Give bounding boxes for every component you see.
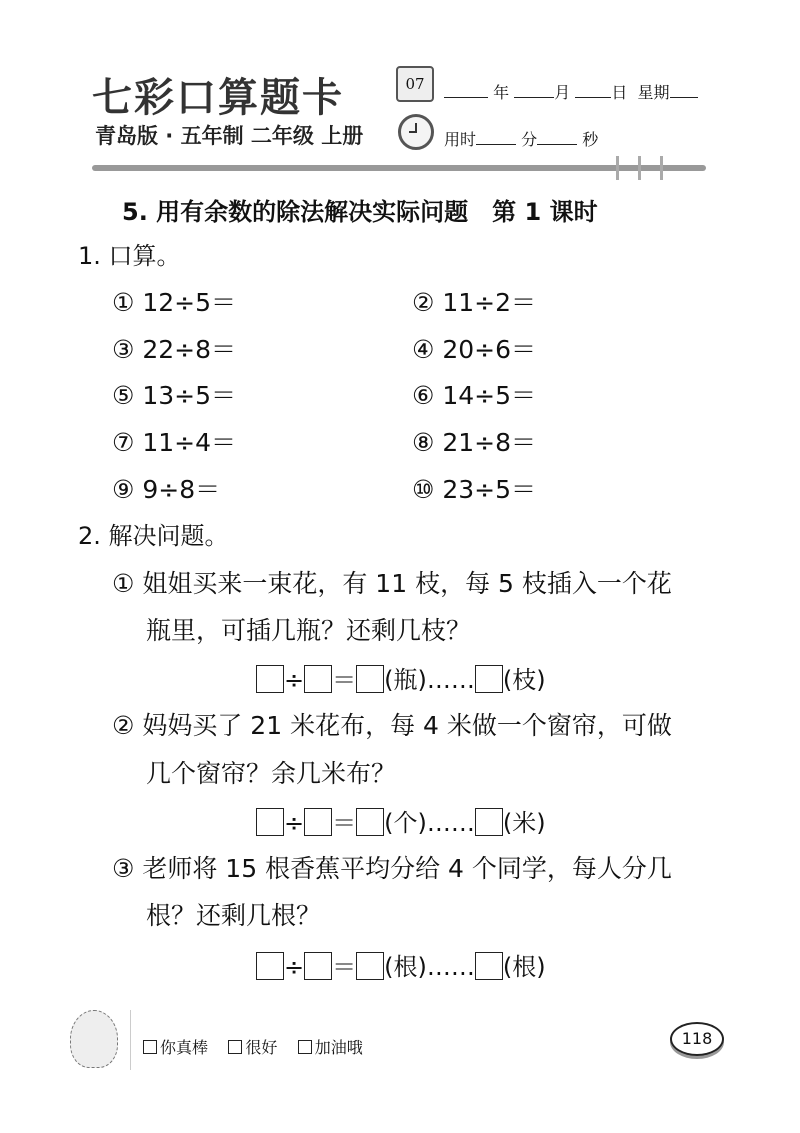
problem-text: 根？还剩几根？ [146,901,322,930]
problem-text: ① 姐姐买来一束花，有 11 枝，每 5 枝插入一个花 [112,569,672,598]
ring-icon [616,156,619,180]
answer-box[interactable] [356,665,384,693]
month-blank[interactable] [514,83,554,98]
rating-option[interactable]: 加油哦 [298,1038,363,1057]
checkbox-icon[interactable] [143,1040,157,1054]
footer-divider [130,1010,131,1070]
answer-box[interactable] [304,808,332,836]
time-fields: 用时 分 秒 [444,130,599,149]
answer-box[interactable] [256,952,284,980]
answer-equation: ÷ ＝ (根)…… (根) [256,947,546,982]
seconds-blank[interactable] [537,130,577,145]
answer-box[interactable] [304,952,332,980]
answer-box[interactable] [356,952,384,980]
calc-item: ⑩ 23÷5＝ [412,475,537,504]
calendar-icon: 07 [396,66,434,102]
answer-box[interactable] [356,808,384,836]
answer-box[interactable] [475,665,503,693]
calc-item: ④ 20÷6＝ [412,335,537,364]
logo: 七彩口算题卡 [92,75,344,121]
weekday-blank[interactable] [670,83,698,98]
day-blank[interactable] [575,83,611,98]
minutes-blank[interactable] [476,130,516,145]
calc-item: ⑥ 14÷5＝ [412,381,537,410]
section2-heading: 2. 解决问题。 [78,522,229,550]
ring-icon [660,156,663,180]
problem-text: 几个窗帘？余几米布？ [146,759,397,788]
ring-icon [638,156,641,180]
calc-item: ⑤ 13÷5＝ [112,381,237,410]
calc-item: ⑧ 21÷8＝ [412,428,537,457]
section1-heading: 1. 口算。 [78,242,181,270]
problem-text: 瓶里，可插几瓶？还剩几枝？ [146,616,472,645]
lesson-title: 5. 用有余数的除法解决实际问题 第 1 课时 [122,198,598,226]
answer-box[interactable] [475,808,503,836]
mascot-illustration [70,1010,118,1068]
answer-box[interactable] [304,665,332,693]
answer-box[interactable] [256,665,284,693]
edition-label: 青岛版 · 五年制 二年级 上册 [95,124,364,148]
calc-item: ③ 22÷8＝ [112,335,237,364]
calc-item: ① 12÷5＝ [112,288,237,317]
calc-item: ⑦ 11÷4＝ [112,428,237,457]
rating-option[interactable]: 很好 [228,1038,277,1057]
checkbox-icon[interactable] [228,1040,242,1054]
answer-equation: ÷ ＝ (个)…… (米) [256,803,546,838]
calc-item: ⑨ 9÷8＝ [112,475,221,504]
header-divider [92,165,706,171]
year-blank[interactable] [444,83,488,98]
self-rating [143,1035,363,1058]
checkbox-icon[interactable] [298,1040,312,1054]
rating-option[interactable]: 你真棒 [143,1038,208,1057]
problem-text: ③ 老师将 15 根香蕉平均分给 4 个同学，每人分几 [112,854,672,883]
page-number: 118 [670,1022,724,1056]
calc-item: ② 11÷2＝ [412,288,537,317]
date-fields: 年 月 日 星期 [444,80,698,103]
clock-icon [398,114,434,150]
answer-equation: ÷ ＝ (瓶)…… (枝) [256,660,546,695]
answer-box[interactable] [256,808,284,836]
problem-text: ② 妈妈买了 21 米花布，每 4 米做一个窗帘，可做 [112,711,672,740]
answer-box[interactable] [475,952,503,980]
